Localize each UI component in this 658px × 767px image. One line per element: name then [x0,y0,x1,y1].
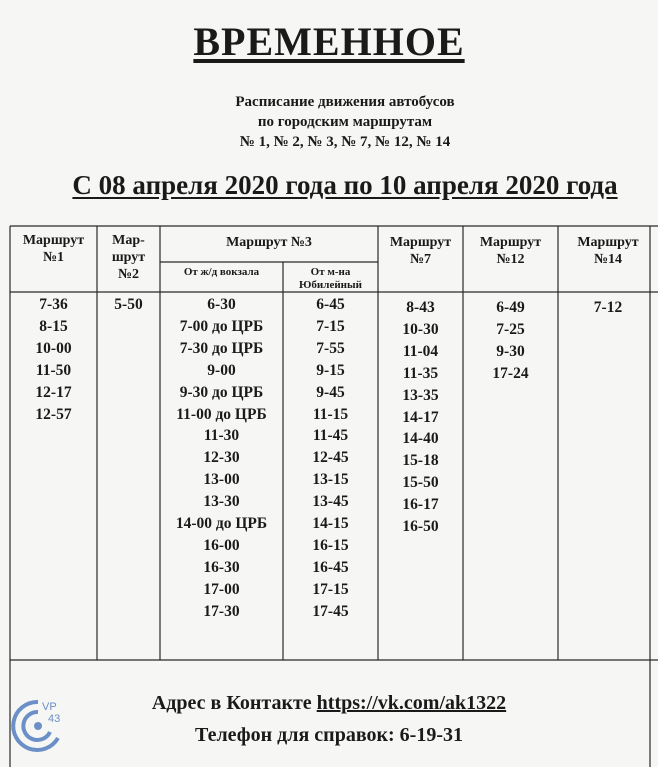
route-2-times [97,294,160,316]
time-cell: 10-30 [402,320,439,338]
time-cell: 12-45 [312,449,349,467]
route-3-from-jubilee-times [283,294,378,623]
time-cell: 17-15 [312,580,349,598]
time-cell: 13-30 [203,493,240,511]
header-route-2 [97,232,160,283]
time-cell: 16-30 [203,558,240,576]
time-cell: 9-45 [316,383,345,401]
header-route-7-label: Маршрут [389,235,452,250]
time-cell: 9-00 [207,361,236,379]
time-cell: 17-00 [203,580,240,598]
time-cell: 8-43 [406,299,435,316]
header-route-2-label-b: шрут [111,250,146,265]
time-cell: 17-45 [312,602,349,620]
header-route-14-label: Маршрут [577,235,639,250]
time-cell: 16-00 [203,536,240,554]
time-cell: 12-57 [35,405,72,423]
contact-link[interactable]: https://vk.com/ak1322 [316,692,507,714]
header-route-3-from-jubilee-b: Юбилейный [299,279,362,291]
time-cell: 17-24 [492,364,529,382]
header-route-12-label: Маршрут [479,235,542,250]
header-route-1-label: Маршрут [22,233,85,248]
header-route-14 [558,234,658,268]
time-cell: 10-00 [35,339,72,357]
subtitle-line-1: Расписание движения автобусов [235,94,455,110]
route-3-from-station-times [160,294,283,623]
time-cell: 7-30 до ЦРБ [179,339,264,357]
header-route-7 [378,234,463,268]
header-route-12 [463,234,558,268]
time-cell: 7-55 [316,339,345,357]
svg-text:43: 43 [48,713,61,725]
time-cell: 14-17 [402,408,439,426]
time-cell: 7-36 [39,296,68,313]
time-cell: 12-17 [35,383,72,401]
time-cell: 9-15 [316,361,345,379]
notice-title-text: ВРЕМЕННОЕ [193,19,465,64]
subtitle-line-2: по городским маршрутам [257,114,433,130]
header-route-14-number: №14 [593,252,623,267]
time-cell: 6-45 [316,296,345,313]
header-route-7-number: №7 [409,252,432,267]
time-cell: 14-40 [402,430,439,448]
time-cell: 7-15 [316,317,345,335]
time-cell: 9-30 [496,342,525,360]
time-cell: 7-25 [496,320,525,338]
header-route-12-number: №12 [496,252,525,267]
time-cell: 8-15 [39,317,68,335]
time-cell: 13-15 [312,471,349,489]
svg-text:VP: VP [42,701,57,713]
time-cell: 13-35 [402,386,439,404]
time-cell: 11-35 [402,364,439,382]
time-cell: 11-30 [203,427,240,445]
time-cell: 7-00 до ЦРБ [179,317,264,335]
time-cell: 16-50 [402,518,439,536]
header-route-2-number: №2 [117,267,140,282]
time-cell: 11-50 [35,361,72,379]
time-cell: 11-45 [312,427,349,445]
time-cell: 14-00 до ЦРБ [175,515,268,533]
time-cell: 6-49 [496,299,525,316]
time-cell: 11-15 [312,405,349,423]
route-12-times [463,297,558,385]
time-cell: 13-45 [312,493,349,511]
header-route-2-label-a: Мар- [112,233,145,248]
time-cell: 16-17 [402,496,439,514]
time-cell: 6-30 [207,296,236,313]
time-cell: 9-30 до ЦРБ [179,383,264,401]
header-route-1-number: №1 [42,250,65,265]
route-7-times [378,297,463,538]
date-range: С 08 апреля 2020 года по 10 апреля 2020 года [72,170,618,200]
header-route-1 [10,232,97,266]
header-route-3: Маршрут №3 [226,235,312,250]
vp43-logo-icon [8,694,78,756]
time-cell: 13-00 [203,471,240,489]
header-route-3-from-station: От ж/д вокзала [183,266,260,278]
time-cell: 11-04 [402,342,439,360]
time-cell: 15-18 [402,452,439,470]
routes-line: № 1, № 2, № 3, № 7, № 12, № 14 [239,134,451,150]
header-route-3-from-jubilee [283,266,378,292]
time-cell: 16-15 [312,536,349,554]
time-cell: 5-50 [114,296,143,313]
route-14-times [558,297,658,319]
time-cell: 14-15 [312,515,349,533]
time-cell: 16-45 [312,558,349,576]
route-1-times [10,294,97,425]
time-cell: 12-30 [203,449,240,467]
contact-line [0,692,658,715]
phone-line: Телефон для справок: 6-19-31 [194,724,463,746]
contact-label: Адрес в Контакте [151,692,312,714]
time-cell: 15-50 [402,474,439,492]
time-cell: 11-00 до ЦРБ [176,405,267,423]
time-cell: 7-12 [593,299,623,316]
time-cell: 17-30 [203,602,240,620]
header-route-3-from-jubilee-a: От м-на [310,266,351,278]
